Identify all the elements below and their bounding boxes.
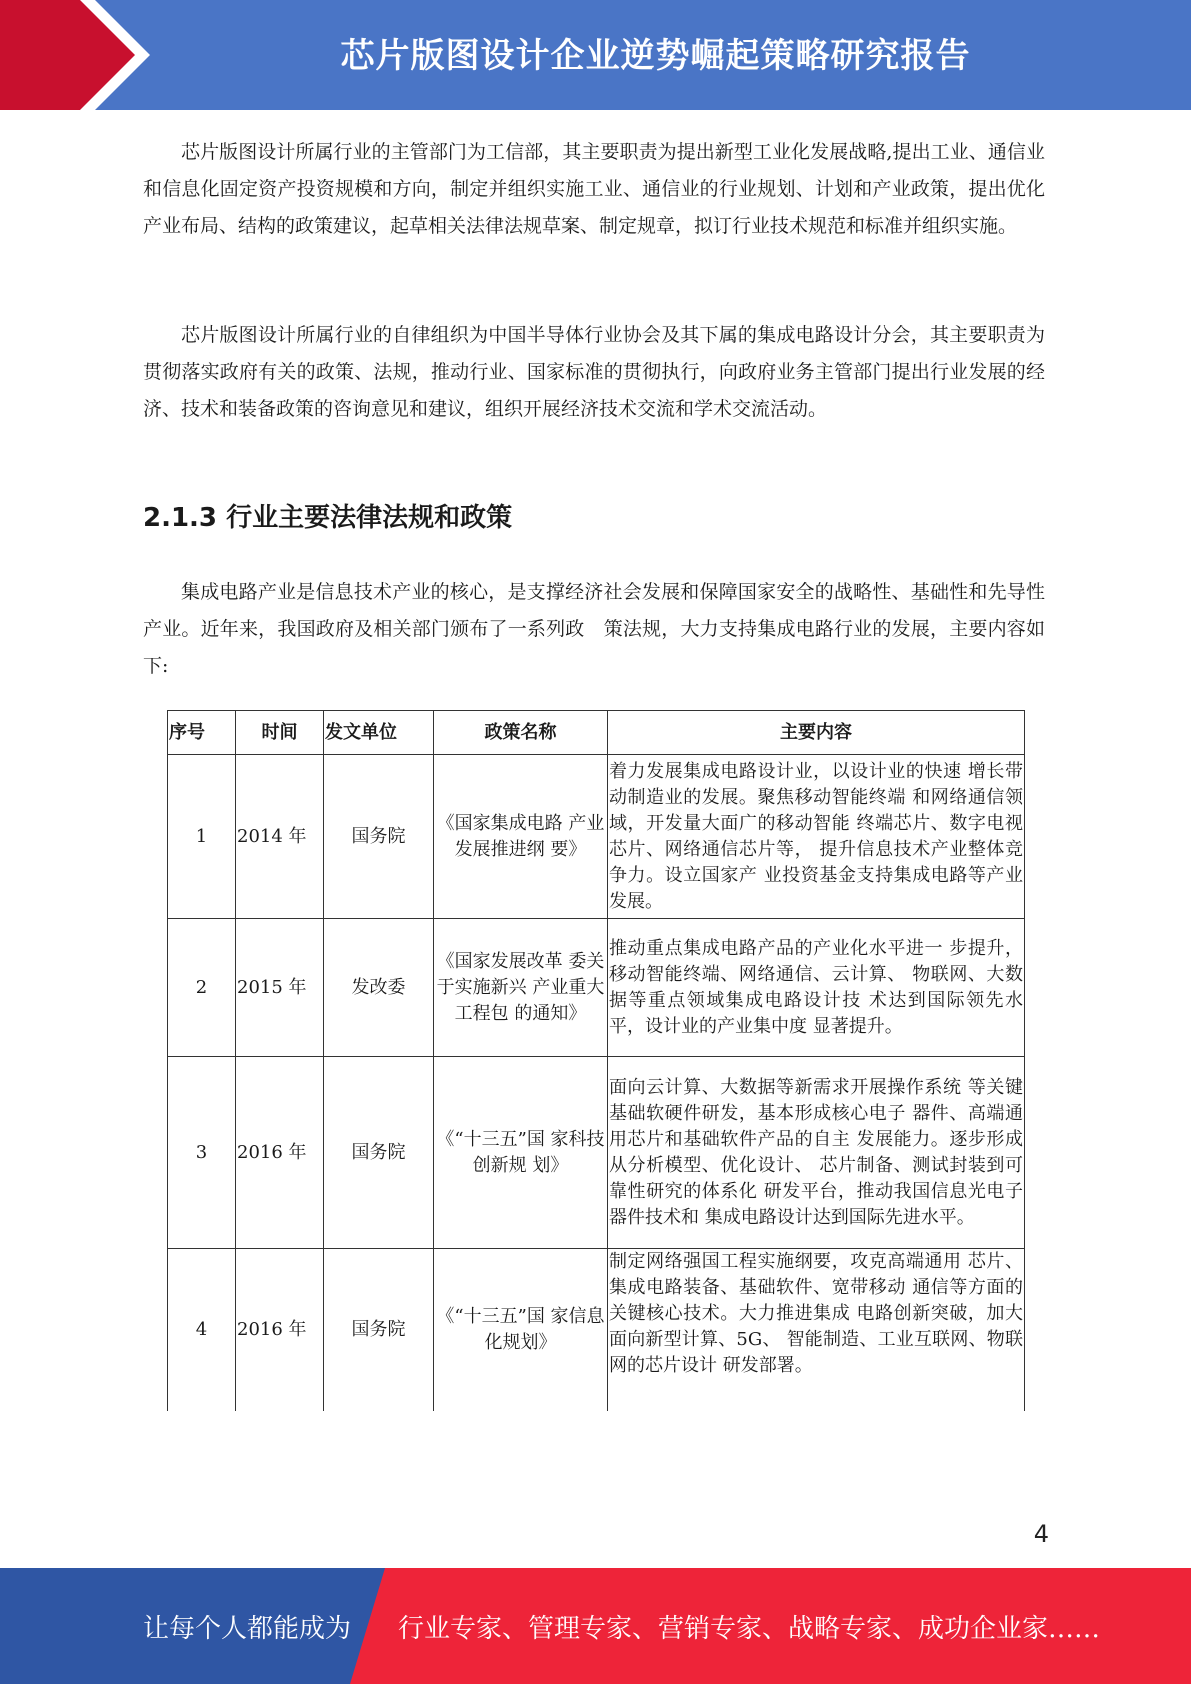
column-header-number: 序号 xyxy=(168,711,236,755)
paragraph-regulator: 芯片版图设计所属行业的主管部门为工信部，其主要职责为提出新型工业化发展战略,提出工业、通信业和信息化固定资产投资规模和方向，制定并组织实施工业、通信业的行业规划、计划和产业政策，提出优化产业布局、结构的政策建议，起草相关法律法规草案、制定规章，拟订行业技术规范和标准并组织实施。 xyxy=(143,141,1045,237)
footer-slogan-left: 让每个人都能成为 xyxy=(143,1614,352,1644)
row-policy-name: 《“十三五”国 家信息化规划》 xyxy=(434,1249,608,1411)
report-title: 芯片版图设计企业逆势崛起策略研究报告 xyxy=(340,36,971,76)
row-main-content: 推动重点集成电路产品的产业化水平进一 步提升，移动智能终端、网络通信、云计算、 物联网、大数据等重点领域集成电路设计技 术达到国际领先水平，设计业的产业集中度 显著提升。 xyxy=(608,919,1025,1057)
column-header-time: 时间 xyxy=(236,711,324,755)
row-issuer: 国务院 xyxy=(324,755,434,919)
row-year: 2015 年 xyxy=(236,919,324,1057)
row-policy-name: 《“十三五”国 家科技创新规 划》 xyxy=(434,1057,608,1249)
row-issuer: 国务院 xyxy=(324,1057,434,1249)
footer-slogan-right: 行业专家、管理专家、营销专家、战略专家、成功企业家…… xyxy=(398,1614,1101,1644)
table-row xyxy=(168,919,1025,1057)
column-header-main-content: 主要内容 xyxy=(608,711,1025,755)
paragraph-self-regulatory-org: 芯片版图设计所属行业的自律组织为中国半导体行业协会及其下属的集成电路设计分会，其主要职责为贯彻落实政府有关的政策、法规，推动行业、国家标准的贯彻执行，向政府业务主管部门提出行业发展的经济、技术和装备政策的咨询意见和建议，组织开展经济技术交流和学术交流活动。 xyxy=(143,324,1045,420)
row-main-content: 着力发展集成电路设计业，以设计业的快速 增长带动制造业的发展。聚焦移动智能终端 和网络通信领域，开发量大面广的移动智能 终端芯片、数字电视芯片、网络通信芯片等， 提升信息技术产业整体竞争力。设立国家产 业投资基金支持集成电路等产业发展。 xyxy=(608,755,1025,919)
paragraph-policy-intro: 集成电路产业是信息技术产业的核心，是支撑经济社会发展和保障国家安全的战略性、基础性和先导性产业。近年来，我国政府及相关部门颁布了一系列政 策法规，大力支持集成电路行业的发展，主要内容如下: xyxy=(143,581,1045,677)
row-number: 1 xyxy=(168,755,236,919)
column-header-policy-name: 政策名称 xyxy=(434,711,608,755)
section-heading: 2.1.3 行业主要法律法规和政策 xyxy=(143,503,513,533)
row-year: 2016 年 xyxy=(236,1057,324,1249)
row-year: 2014 年 xyxy=(236,755,324,919)
row-number: 3 xyxy=(168,1057,236,1249)
page-footer xyxy=(0,1568,1191,1684)
page-number: 4 xyxy=(1033,1520,1049,1548)
row-policy-name: 《国家集成电路 产业发展推进纲 要》 xyxy=(434,755,608,919)
policy-table-wrapper xyxy=(167,710,1024,1411)
row-number: 2 xyxy=(168,919,236,1057)
row-number: 4 xyxy=(168,1249,236,1411)
page-header xyxy=(0,0,1191,110)
row-year: 2016 年 xyxy=(236,1249,324,1411)
column-header-issuer: 发文单位 xyxy=(324,711,434,755)
policy-table xyxy=(167,710,1025,1411)
table-row xyxy=(168,755,1025,919)
table-row xyxy=(168,1249,1025,1411)
table-row xyxy=(168,1057,1025,1249)
table-header-row xyxy=(168,711,1025,755)
row-policy-name: 《国家发展改革 委关于实施新兴 产业重大工程包 的通知》 xyxy=(434,919,608,1057)
row-issuer: 发改委 xyxy=(324,919,434,1057)
header-arrow-red xyxy=(0,0,135,110)
row-main-content: 制定网络强国工程实施纲要，攻克高端通用 芯片、集成电路装备、基础软件、宽带移动 通信等方面的关键核心技术。大力推进集成 电路创新突破，加大面向新型计算、5G、 智能制造、工业互联网、物联网的芯片设计 研发部署。 xyxy=(608,1249,1025,1411)
row-issuer: 国务院 xyxy=(324,1249,434,1411)
row-main-content: 面向云计算、大数据等新需求开展操作系统 等关键基础软硬件研发，基本形成核心电子 器件、高端通用芯片和基础软件产品的自主 发展能力。逐步形成从分析模型、优化设计、 芯片制备、测试封装到可靠性研究的体系化 研发平台，推动我国信息光电子器件技术和 集成电路设计达到国际先进水平。 xyxy=(608,1057,1025,1249)
